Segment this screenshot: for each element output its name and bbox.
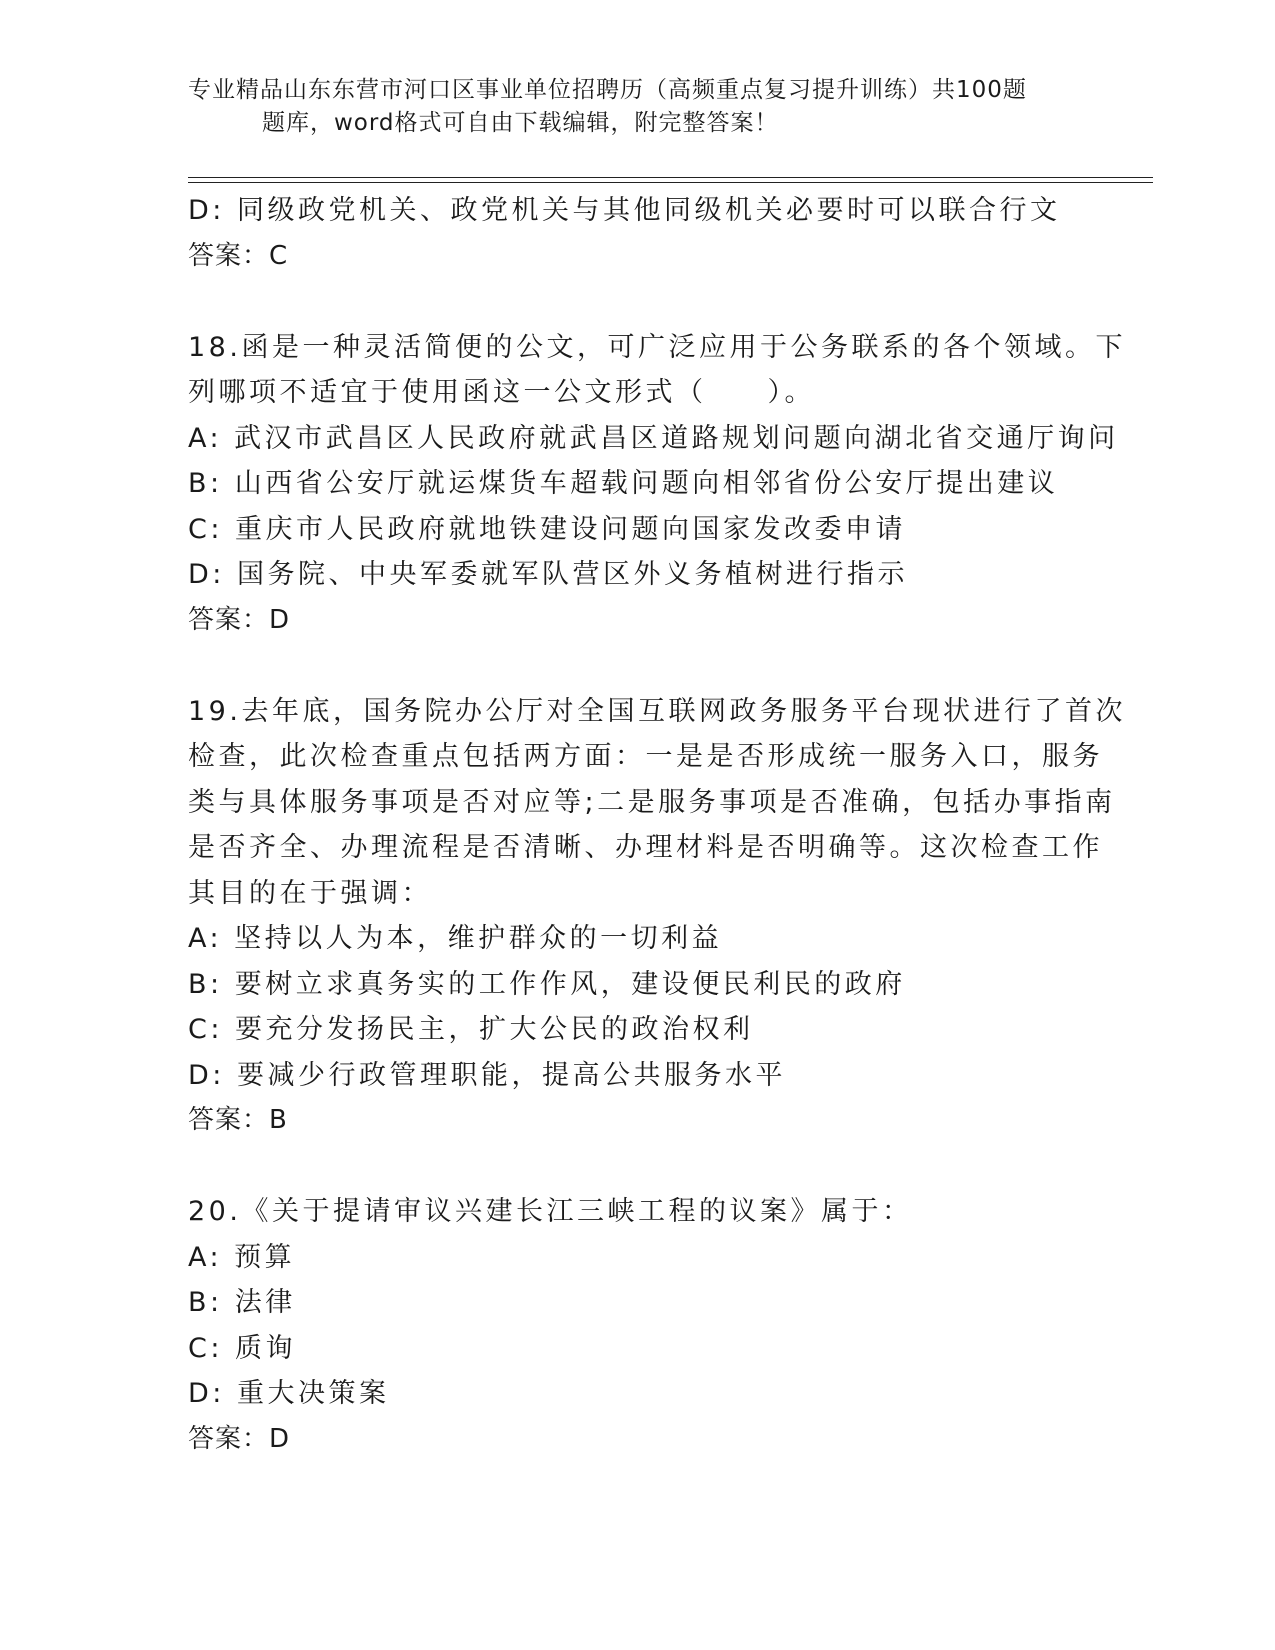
header-divider-bottom <box>188 182 1153 183</box>
q19-stem-line-3: 类与具体服务事项是否对应等;二是服务事项是否准确，包括办事指南 <box>188 786 1116 818</box>
q19-option-d: D: 要减少行政管理职能，提高公共服务水平 <box>188 1059 786 1091</box>
q18-option-a: A: 武汉市武昌区人民政府就武昌区道路规划问题向湖北省交通厅询问 <box>188 422 1119 454</box>
header-divider-top <box>188 177 1153 178</box>
q19-option-b: B: 要树立求真务实的工作作风，建设便民利民的政府 <box>188 968 906 1000</box>
q19-option-a: A: 坚持以人为本，维护群众的一切利益 <box>188 923 723 954</box>
q20-answer: 答案：D <box>188 1423 291 1454</box>
document-body <box>188 188 1126 1462</box>
header-title-line-1: 专业精品山东东营市河口区事业单位招聘历（高频重点复习提升训练）共100题 <box>188 77 1027 103</box>
question-17-tail <box>188 188 1088 279</box>
q19-stem-line-1: 19.去年底，国务院办公厅对全国互联网政务服务平台现状进行了首次 <box>188 695 1126 727</box>
spacer <box>188 279 1088 325</box>
document-header <box>0 74 1275 140</box>
q20-option-b: B: 法律 <box>188 1287 296 1318</box>
spacer <box>188 643 1088 689</box>
q20-option-a: A: 预算 <box>188 1241 296 1273</box>
q19-answer: 答案：B <box>188 1105 288 1135</box>
q20-option-d: D: 重大决策案 <box>188 1378 390 1409</box>
q18-option-c: C: 重庆市人民政府就地铁建设问题向国家发改委申请 <box>188 513 907 545</box>
q19-stem-line-5: 其目的在于强调： <box>188 877 432 909</box>
q19-stem-line-2: 检查，此次检查重点包括两方面：一是是否形成统一服务入口，服务 <box>188 741 1103 772</box>
q19-stem-line-4: 是否齐全、办理流程是否清晰、办理材料是否明确等。这次检查工作 <box>188 832 1103 863</box>
q17-answer: 答案：C <box>188 240 289 271</box>
question-19 <box>188 689 1126 1144</box>
q17-option-d: D: 同级政党机关、政党机关与其他同级机关必要时可以联合行文 <box>188 195 1061 226</box>
q20-option-c: C: 质询 <box>188 1332 297 1364</box>
question-20 <box>188 1189 1088 1462</box>
header-title-line-2: 题库，word格式可自由下载编辑，附完整答案！ <box>262 110 779 136</box>
q20-stem-line-1: 20.《关于提请审议兴建长江三峡工程的议案》属于： <box>188 1196 913 1227</box>
q19-option-c: C: 要充分发扬民主，扩大公民的政治权利 <box>188 1014 754 1045</box>
q18-stem-line-2: 列哪项不适宜于使用函这一公文形式（ ）。 <box>188 377 815 408</box>
q18-answer: 答案：D <box>188 604 291 635</box>
question-18 <box>188 325 1126 644</box>
q18-stem-line-1: 18.函是一种灵活简便的公文，可广泛应用于公务联系的各个领域。下 <box>188 331 1126 363</box>
q18-option-d: D: 国务院、中央军委就军队营区外义务植树进行指示 <box>188 559 908 590</box>
q18-option-b: B: 山西省公安厅就运煤货车超载问题向相邻省份公安厅提出建议 <box>188 468 1059 499</box>
spacer <box>188 1144 1088 1190</box>
